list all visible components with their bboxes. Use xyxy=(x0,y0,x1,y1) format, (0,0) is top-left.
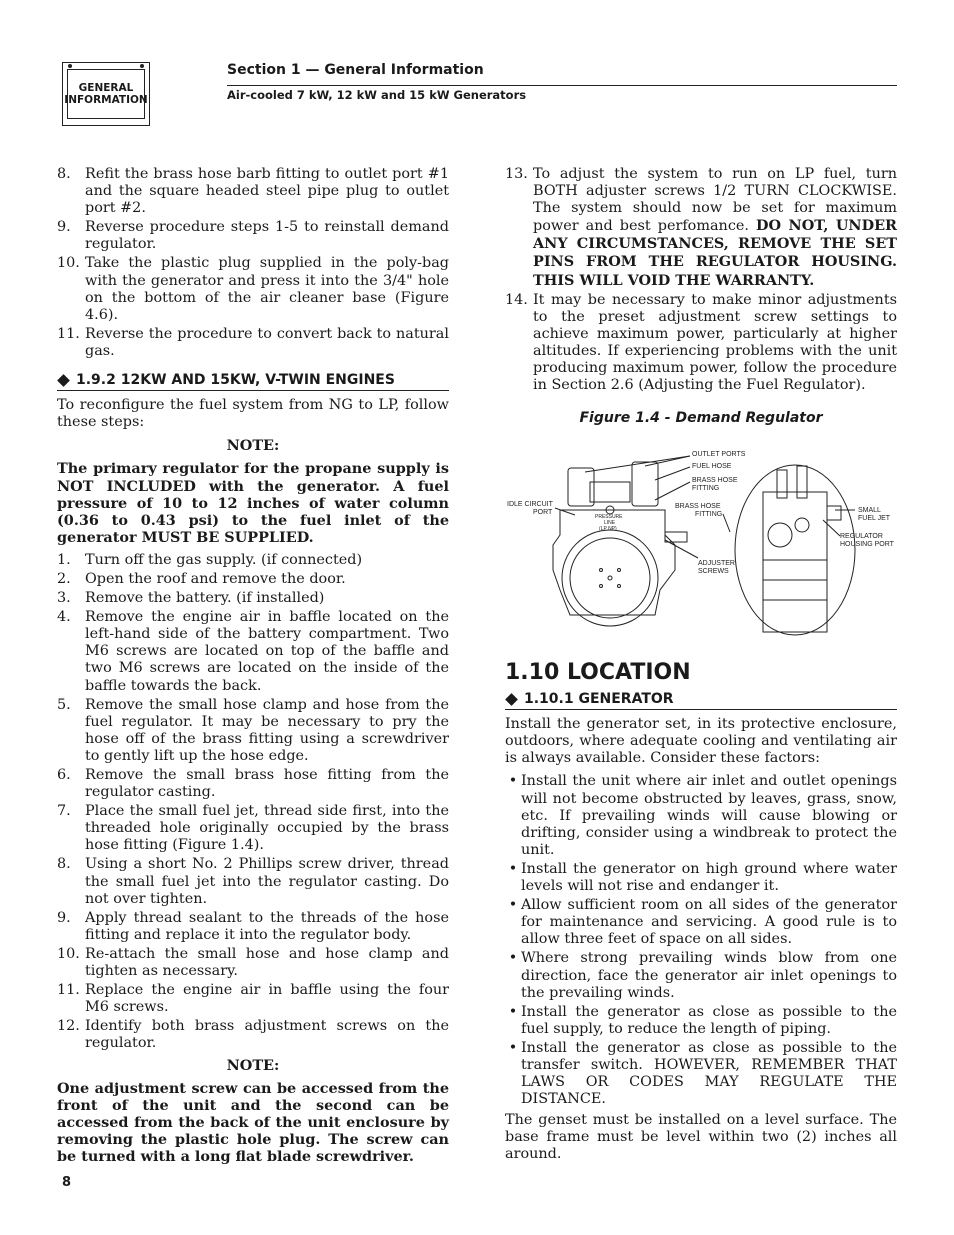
step-number: 3. xyxy=(57,590,71,607)
leader-line xyxy=(665,540,698,558)
list-item xyxy=(57,166,449,217)
step-text: Reverse the procedure to convert back to natural gas. xyxy=(85,325,449,359)
step-number: 2. xyxy=(57,570,71,587)
leader-line xyxy=(655,467,690,480)
fig-label-idle-circuit-2: PORT xyxy=(533,509,553,516)
list-item xyxy=(57,767,449,801)
fig-label-small-fuel-jet-2: FUEL JET xyxy=(858,515,891,522)
heading-text: 1.9.2 12KW AND 15KW, V-TWIN ENGINES xyxy=(76,372,395,389)
section-title: Section 1 — General Information xyxy=(227,62,484,78)
step-number: 1. xyxy=(57,551,71,568)
right-column xyxy=(505,166,897,427)
bullet-text: Install the generator on high ground where water levels will not rise and endanger it. xyxy=(521,860,897,895)
page-number: 8 xyxy=(62,1175,72,1190)
step-text: Remove the small hose clamp and hose from the fuel regulator. It may be necessary to pry the hose off of the brass fitting using a screwdriver to gently lift up the hose edge. xyxy=(85,696,449,764)
bolt-shape xyxy=(600,569,603,572)
step-number: 12. xyxy=(57,1018,80,1035)
step-text: Remove the battery. (if installed) xyxy=(85,590,325,607)
note-text: The primary regulator for the propane supply is NOT INCLUDED with the generator. A fuel pressure of 10 to 12 inches of water column (0.36 to 0.43 psi) to the fuel inlet of the generator MUST BE SUPPLIED. xyxy=(57,460,449,546)
step-number: 9. xyxy=(57,909,71,926)
header-rule xyxy=(227,85,897,86)
side-fitting-shape xyxy=(777,470,787,498)
fig-label-idle-circuit-1: IDLE CIRCUIT xyxy=(507,501,553,508)
badge-label xyxy=(64,69,148,119)
badge-line-1: GENERAL xyxy=(78,82,134,94)
bullet-icon: • xyxy=(508,1003,518,1020)
step-number: 7. xyxy=(57,803,71,820)
bullet-icon: • xyxy=(508,1039,518,1056)
bullet-icon: • xyxy=(508,897,518,914)
general-information-badge xyxy=(62,62,150,126)
list-item xyxy=(505,861,897,895)
list-item xyxy=(505,773,897,858)
step-number: 6. xyxy=(57,767,71,783)
step-13-warning: DO NOT, UNDER ANY CIRCUMSTANCES, REMOVE THE SET PINS FROM THE REGULATOR HOUSING. THIS WILL VOID THE WARRANTY. xyxy=(533,217,897,289)
list-item xyxy=(57,552,449,569)
list-item xyxy=(57,856,449,907)
section-heading-1-9-2 xyxy=(57,372,449,391)
section-heading-1-10-1 xyxy=(505,691,897,710)
badge-rivet xyxy=(68,64,72,68)
step-number: 5. xyxy=(57,696,71,713)
step-text: It may be necessary to make minor adjustments to the preset adjustment screw settings to achieve maximum power, particularly at higher altitudes. If experiencing problems with the unit producing maximum power, follow the procedure in Section 2.6 (Adjusting the Fuel Regulator). xyxy=(533,291,897,394)
step-number: 10. xyxy=(57,945,80,962)
list-item xyxy=(57,697,449,765)
fig-label-fuel-hose: FUEL HOSE xyxy=(692,463,732,470)
fig-label-brass-hose-b1: BRASS HOSE xyxy=(675,503,721,510)
bolt-shape xyxy=(618,569,621,572)
outlet-port-right-shape xyxy=(632,462,658,506)
fig-face-text-1: PRESSURE xyxy=(595,514,623,520)
list-item xyxy=(505,950,897,1001)
list-item xyxy=(57,326,449,360)
step-text: Take the plastic plug supplied in the poly-bag with the generator and press it into the 3/4" hole on the bottom of the air cleaner base (Figure 4.6). xyxy=(85,255,449,323)
list-item xyxy=(57,946,449,980)
step-text: Refit the brass hose barb fitting to outlet port #1 and the square headed steel pipe plug to outlet port #2. xyxy=(85,166,449,217)
fig-label-adjuster-2: SCREWS xyxy=(698,568,729,575)
step-text: Re-attach the small hose and hose clamp and tighten as necessary. xyxy=(85,945,449,980)
bullet-icon: • xyxy=(508,950,518,967)
bullet-icon: • xyxy=(508,773,518,790)
demand-regulator-figure xyxy=(505,440,897,640)
list-item xyxy=(505,1040,897,1108)
steps-list-a xyxy=(57,166,449,360)
side-fitting-shape xyxy=(797,466,807,498)
list-item xyxy=(57,219,449,253)
intro-paragraph: To reconfigure the fuel system from NG to LP, follow these steps: xyxy=(57,397,449,431)
diaphragm-inner-shape xyxy=(570,538,650,618)
step-text: Remove the small brass hose fitting from the regulator casting. xyxy=(85,767,449,801)
diaphragm-cover-shape xyxy=(562,530,658,626)
center-bolt-shape xyxy=(608,576,612,580)
location-intro: Install the generator set, in its protective enclosure, outdoors, where adequate cooling and ventilating air is always available. Consider these factors: xyxy=(505,716,897,767)
step-text: Identify both brass adjustment screws on the regulator. xyxy=(85,1018,449,1052)
list-item xyxy=(57,571,449,588)
step-number: 8. xyxy=(57,166,71,182)
list-item xyxy=(505,897,897,948)
list-item xyxy=(57,910,449,944)
list-item xyxy=(57,982,449,1016)
leader-line xyxy=(555,508,575,515)
steps-list-c xyxy=(505,166,897,394)
location-bullet-list xyxy=(505,773,897,1108)
step-text: Open the roof and remove the door. xyxy=(85,570,346,587)
fig-face-text-2: LINE xyxy=(604,520,616,526)
bullet-text: Install the generator as close as possible to the transfer switch. HOWEVER, REMEMBER THAT LAWS OR CODES MAY REGULATE THE DISTANCE. xyxy=(521,1039,897,1108)
leader-line xyxy=(655,482,690,500)
fig-label-small-fuel-jet-1: SMALL xyxy=(858,507,881,514)
step-text: Apply thread sealant to the threads of the hose fitting and replace it into the regulator body. xyxy=(85,909,449,943)
fig-label-brass-hose-b2: FITTING xyxy=(695,511,723,518)
section-subtitle: Air-cooled 7 kW, 12 kW and 15 kW Generators xyxy=(227,88,527,102)
diamond-bullet-icon xyxy=(505,693,518,706)
fig-label-regulator-housing-2: HOUSING PORT xyxy=(840,541,894,548)
bullet-text: Where strong prevailing winds blow from one direction, face the generator air inlet openings to the prevailing winds. xyxy=(521,950,897,1001)
list-item xyxy=(57,590,449,607)
step-text: Place the small fuel jet, thread side first, into the threaded hole originally occupied by the brass hose fitting (Figure 1.4). xyxy=(85,803,449,854)
figure-title: Figure 1.4 - Demand Regulator xyxy=(579,410,823,427)
list-item xyxy=(505,292,897,395)
note-text-2: One adjustment screw can be accessed from the front of the unit and the second can be accessed from the back of the unit enclosure by removing the plastic hole plug. The screw can be turned with a long flat blade screwdriver. xyxy=(57,1079,449,1165)
heading-text: 1.10.1 GENERATOR xyxy=(524,691,674,708)
leader-line xyxy=(823,520,840,536)
fig-label-regulator-housing-1: REGULATOR xyxy=(840,533,883,540)
step-number: 8. xyxy=(57,856,71,873)
step-number: 4. xyxy=(57,609,71,626)
list-item xyxy=(57,609,449,694)
side-view-body-shape xyxy=(763,492,827,632)
badge-line-2: INFORMATION xyxy=(64,94,148,106)
left-column xyxy=(57,166,449,1171)
step-text: Replace the engine air in baffle using the four M6 screws. xyxy=(85,982,449,1016)
list-item xyxy=(505,166,897,290)
brass-hose-fitting-shape xyxy=(665,532,687,542)
step-text xyxy=(533,166,897,290)
location-section xyxy=(505,660,897,1170)
note-label: NOTE: xyxy=(226,437,280,455)
list-item xyxy=(505,1004,897,1038)
step-text: Turn off the gas supply. (if connected) xyxy=(85,551,363,568)
side-jet-shape xyxy=(795,518,809,532)
note-label-2: NOTE: xyxy=(226,1056,280,1074)
diamond-bullet-icon xyxy=(57,374,70,387)
fig-face-text-3: (LP NP) xyxy=(599,526,617,532)
list-item xyxy=(57,255,449,323)
bullet-text: Install the generator as close as possible to the fuel supply, to reduce the length of piping. xyxy=(521,1003,897,1037)
fig-label-brass-hose-fitting-2: FITTING xyxy=(692,485,720,492)
list-item xyxy=(57,803,449,854)
step-text: Remove the engine air in baffle located on the left-hand side of the battery compartment. Two M6 screws are located on top of the baffle and two M6 screws are located on the inside of the baffle towards the back. xyxy=(85,609,449,694)
closing-paragraph: The genset must be installed on a level surface. The base frame must be level within two (2) inches all around. xyxy=(505,1112,897,1163)
fig-label-outlet-ports: OUTLET PORTS xyxy=(692,451,746,458)
step-13-text: To adjust the system to run on LP fuel, turn BOTH adjuster screws 1/2 TURN CLOCKWISE. The system should now be set for maximum power and best perfomance. xyxy=(533,166,897,235)
leader-line xyxy=(585,456,690,472)
leader-line xyxy=(723,514,730,532)
section-heading-1-10: 1.10 LOCATION xyxy=(505,660,691,685)
side-adjuster-shape xyxy=(768,523,792,547)
bolt-shape xyxy=(600,585,603,588)
bullet-text: Install the unit where air inlet and outlet openings will not become obstructed by leaves, grass, snow, etc. If prevailing winds will cause blowing or drifting, consider using a windbreak to protect the unit. xyxy=(521,773,897,858)
steps-list-b xyxy=(57,552,449,1053)
list-item xyxy=(57,1018,449,1052)
step-number: 11. xyxy=(57,982,80,999)
regulator-housing-port-shape xyxy=(827,506,841,520)
bolt-shape xyxy=(618,585,621,588)
bullet-text: Allow sufficient room on all sides of the generator for maintenance and servicing. A good rule is to allow three feet of space on all sides. xyxy=(521,897,897,948)
bullet-icon: • xyxy=(508,860,518,877)
step-number: 14. xyxy=(505,291,528,308)
badge-rivet xyxy=(140,64,144,68)
face-plate-shape xyxy=(590,482,630,502)
step-number: 13. xyxy=(505,166,528,182)
fig-label-adjuster-1: ADJUSTER xyxy=(698,560,735,567)
step-text: Reverse procedure steps 1-5 to reinstall demand regulator. xyxy=(85,219,449,253)
step-number: 10. xyxy=(57,255,80,272)
side-view-housing-shape xyxy=(735,465,855,635)
fig-label-brass-hose-fitting-1: BRASS HOSE xyxy=(692,477,738,484)
step-text: Using a short No. 2 Phillips screw driver, thread the small fuel jet into the regulator casting. Do not over tighten. xyxy=(85,856,449,907)
step-number: 11. xyxy=(57,325,80,342)
step-number: 9. xyxy=(57,219,71,236)
